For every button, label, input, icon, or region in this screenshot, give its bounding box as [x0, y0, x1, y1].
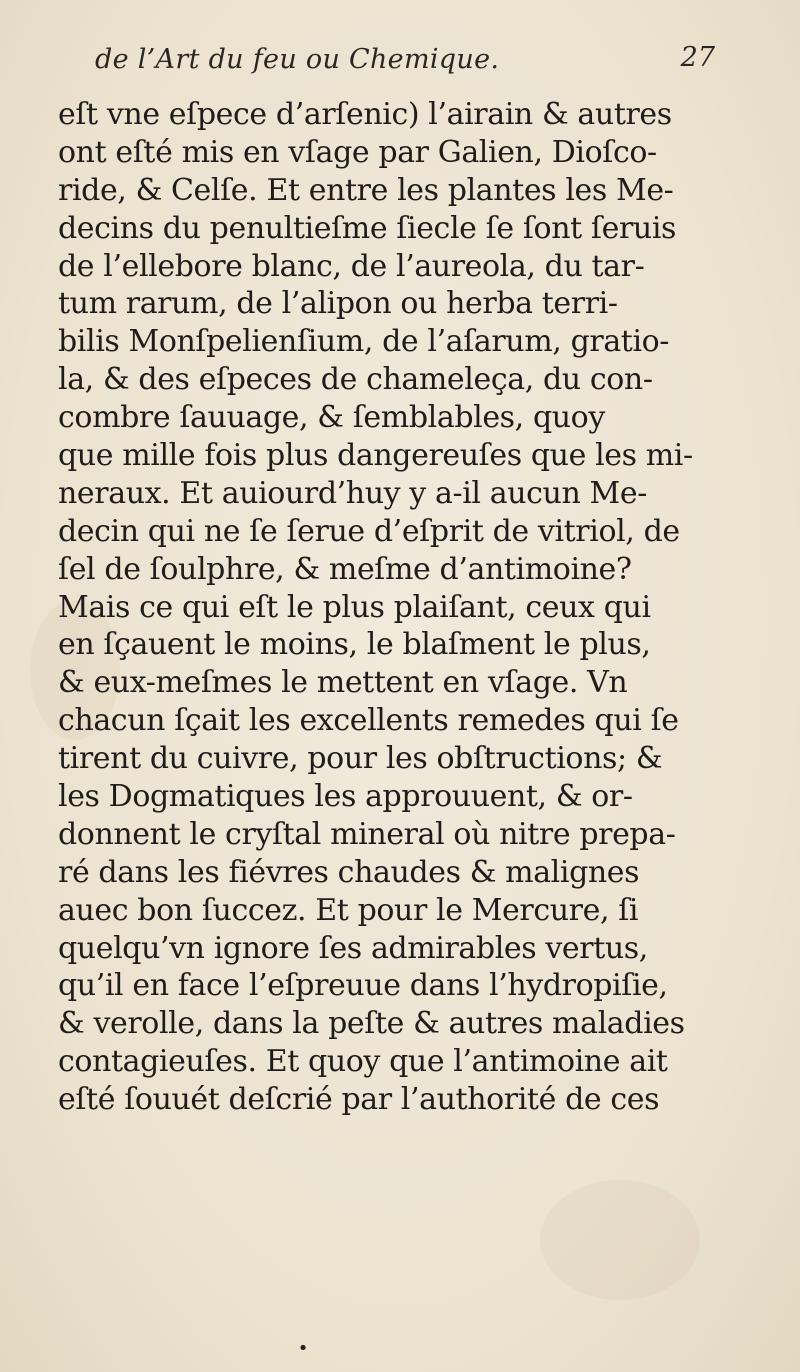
body-text [58, 96, 770, 1119]
text-line: ſel de ſoulphre, & meſme d’antimoine? [58, 551, 632, 587]
text-line: & verolle, dans la peſte & autres maladies [58, 1006, 685, 1042]
text-line: combre ſauuage, & ſemblables, quoy [58, 400, 605, 436]
text-line: decins du penultieſme ſiecle ſe ſont ſeruis [58, 210, 677, 246]
text-line: en ſçauent le moins, le blaſment le plus, [58, 627, 651, 663]
text-line: ont eſté mis en vſage par Galien, Dioſco- [58, 134, 657, 170]
text-line: tirent du cuivre, pour les obſtructions; & [58, 741, 663, 777]
text-line: les Dogmatiques les approuuent, & or- [58, 779, 633, 815]
text-line: auec bon ſuccez. Et pour le Mercure, ſi [58, 892, 639, 928]
text-line: contagieuſes. Et quoy que l’antimoine ait [58, 1044, 668, 1080]
text-line: quelqu’vn ignore ſes admirables vertus, [58, 930, 648, 966]
text-line: donnent le cryſtal mineral où nitre prepa- [58, 816, 676, 852]
text-line: neraux. Et auiourd’huy y a-il aucun Me- [58, 475, 647, 511]
text-line: ré dans les fiévres chaudes & malignes [58, 854, 640, 890]
text-line: tum rarum, de l’alipon ou herba terri- [58, 286, 618, 322]
paper-stain [540, 1180, 700, 1300]
text-line: que mille fois plus dangereuſes que les mi- [58, 438, 693, 474]
text-line: chacun ſçait les excellents remedes qui ſe [58, 703, 679, 739]
text-line: eſt vne eſpece d’arſenic) l’airain & autres [58, 97, 672, 132]
text-line: de l’ellebore blanc, de l’aureola, du tar- [58, 248, 645, 284]
page-header [95, 40, 715, 90]
text-line: & eux-meſmes le mettent en vſage. Vn [58, 665, 628, 701]
text-line: decin qui ne ſe ſerue d’eſprit de vitriol, de [58, 513, 680, 549]
text-line: bilis Monſpelienſium, de l’aſarum, gratio- [58, 324, 670, 360]
text-line: Mais ce qui eſt le plus plaiſant, ceux qui [58, 589, 651, 625]
footer-ornament: • [297, 1338, 309, 1359]
page-number: 27 [680, 42, 715, 73]
text-line: eſté ſouuét deſcrié par l’authorité de ces [58, 1082, 660, 1118]
text-line: qu’il en face l’eſpreuue dans l’hydropiſie, [58, 968, 668, 1004]
text-line: ride, & Celſe. Et entre les plantes les Me- [58, 172, 674, 208]
text-line: la, & des eſpeces de chameleça, du con- [58, 362, 653, 398]
running-title: de l’Art du feu ou Chemique. [95, 44, 500, 75]
